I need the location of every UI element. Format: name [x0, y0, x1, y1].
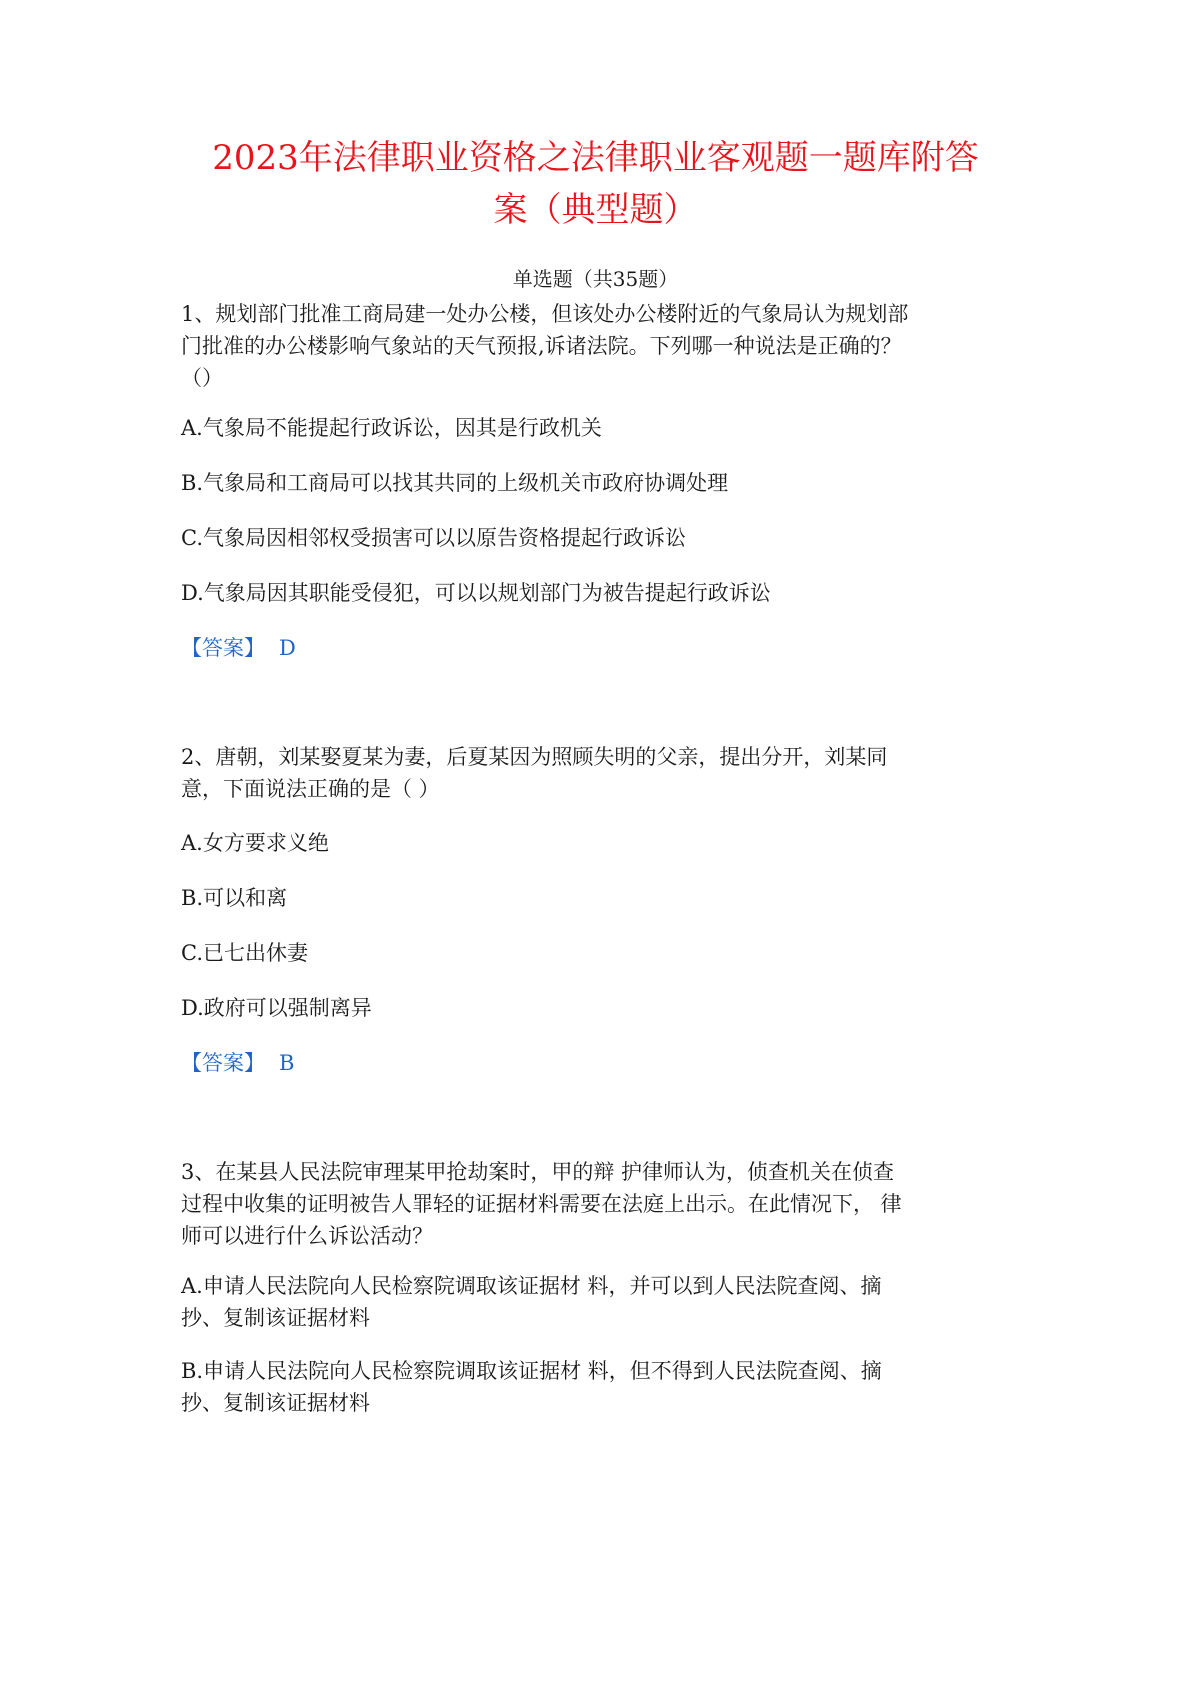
answer-value: D	[279, 636, 296, 660]
question-1-option-c: C.气象局因相邻权受损害可以以原告资格提起行政诉讼	[181, 526, 686, 550]
question-1-stem-line-1: 1、规划部门批准工商局建一处办公楼，但该处办公楼附近的气象局认为规划部	[181, 302, 909, 326]
question-3-stem-line-3: 师可以进行什么诉讼活动？	[181, 1224, 433, 1248]
question-3-option-a	[181, 1270, 1021, 1334]
document-title	[150, 132, 1041, 236]
question-2-option-c: C.已七出休妻	[181, 941, 308, 965]
answer-label: 【答案】	[181, 636, 265, 660]
question-3-stem	[181, 1156, 1021, 1252]
question-3-stem-line-2: 过程中收集的证明被告人罪轻的证据材料需要在法庭上出示。在此情况下， 律	[181, 1192, 902, 1216]
question-1-stem	[181, 298, 1021, 394]
question-2-stem-line-2: 意，下面说法正确的是（ ）	[181, 777, 440, 801]
question-1-stem-line-3: （）	[181, 366, 223, 390]
question-3-option-b	[181, 1355, 1021, 1419]
question-1-stem-line-2: 门批准的办公楼影响气象站的天气预报,诉诸法院。下列哪一种说法是正确的？	[181, 334, 902, 358]
question-2-option-a: A.女方要求义绝	[181, 831, 329, 855]
question-3-stem-line-1: 3、在某县人民法院审理某甲抢劫案时，甲的辩 护律师认为，侦查机关在侦查	[181, 1160, 895, 1184]
title-line-2: 案（典型题）	[493, 190, 698, 230]
question-3-option-b-line-2: 抄、复制该证据材料	[181, 1391, 370, 1415]
question-1-option-b: B.气象局和工商局可以找其共同的上级机关市政府协调处理	[181, 471, 729, 495]
answer-label: 【答案】	[181, 1051, 265, 1075]
question-2-answer	[181, 1047, 1021, 1079]
question-3-option-b-line-1: B.申请人民法院向人民检察院调取该证据材 料，但不得到人民法院查阅、摘	[181, 1359, 882, 1383]
question-3-option-a-line-1: A.申请人民法院向人民检察院调取该证据材 料，并可以到人民法院查阅、摘	[181, 1274, 882, 1298]
section-heading: 单选题（共35题）	[512, 267, 679, 291]
question-1-option-d: D.气象局因其职能受侵犯，可以以规划部门为被告提起行政诉讼	[181, 581, 771, 605]
question-2-option-b: B.可以和离	[181, 886, 288, 910]
title-line-1: 2023年法律职业资格之法律职业客观题一题库附答	[212, 138, 979, 178]
question-3-option-a-line-2: 抄、复制该证据材料	[181, 1306, 370, 1330]
answer-value: B	[279, 1051, 295, 1075]
question-1-answer	[181, 632, 1021, 664]
question-2-stem	[181, 741, 1021, 805]
question-2-stem-line-1: 2、唐朝，刘某娶夏某为妻，后夏某因为照顾失明的父亲，提出分开，刘某同	[181, 745, 888, 769]
question-1-option-a: A.气象局不能提起行政诉讼，因其是行政机关	[181, 416, 602, 440]
question-2-option-d: D.政府可以强制离异	[181, 996, 372, 1020]
